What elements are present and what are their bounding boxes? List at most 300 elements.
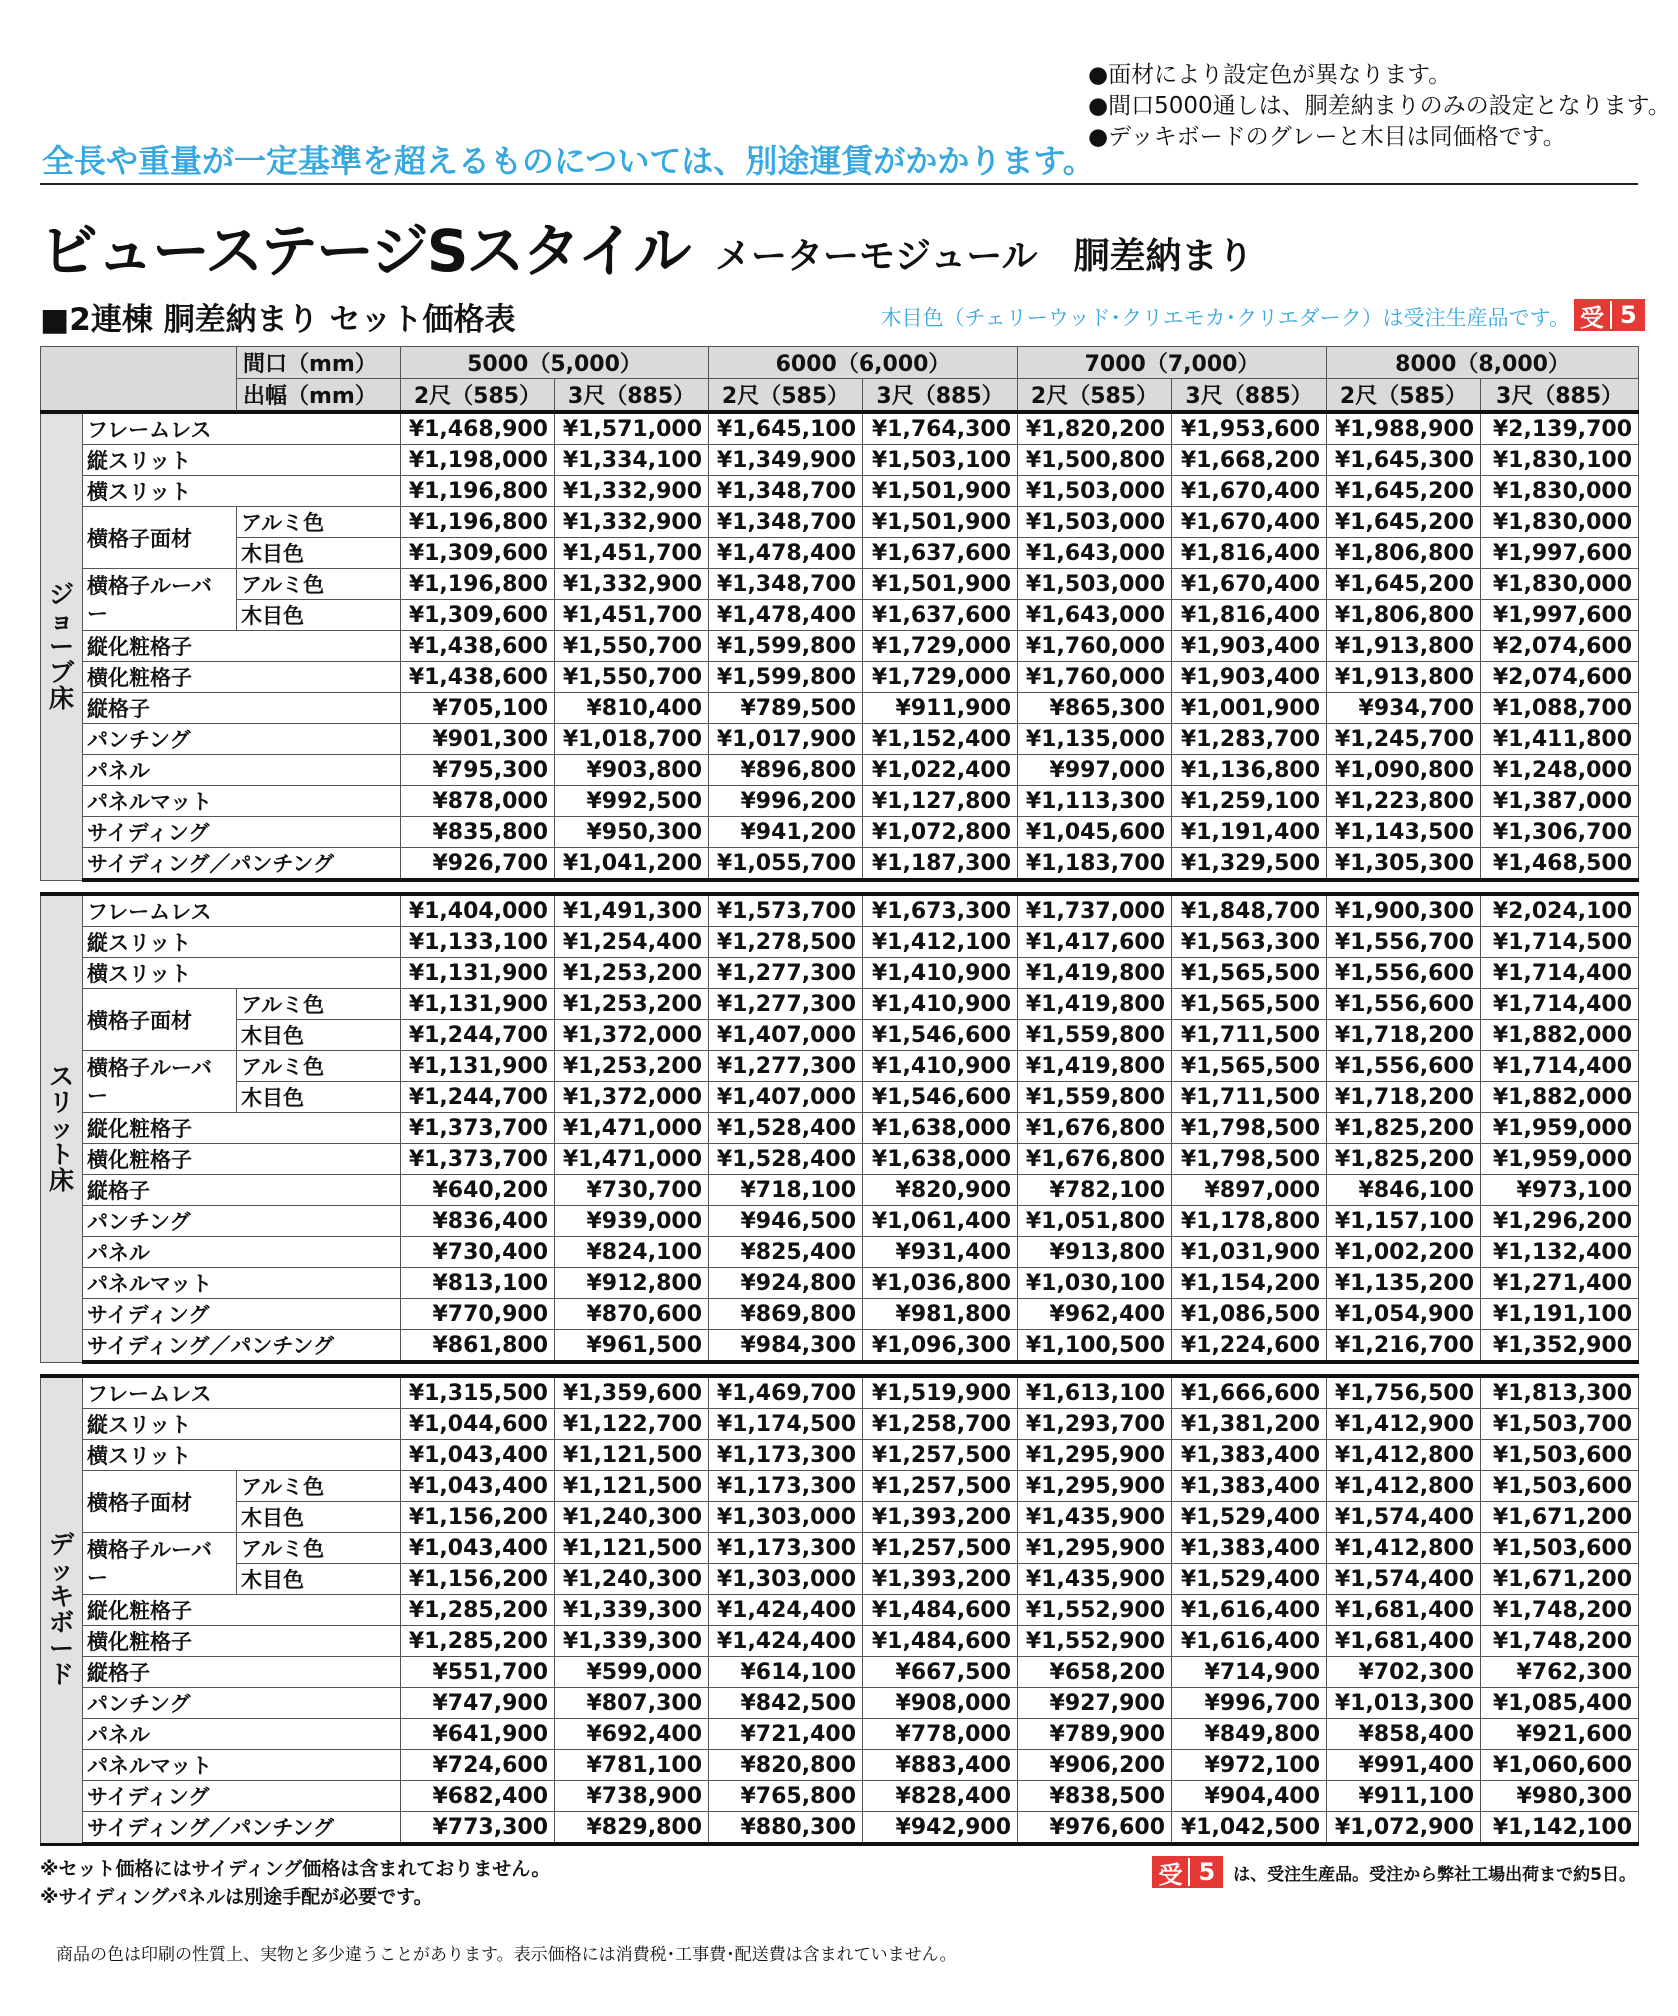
price-cell: ¥1,352,900 [1481,1330,1639,1363]
price-cell: ¥1,616,400 [1172,1626,1327,1657]
price-cell: ¥1,529,400 [1172,1564,1327,1595]
row-sublabel: 木目色 [237,1020,401,1051]
price-cell: ¥1,245,700 [1327,724,1481,755]
price-cell: ¥1,676,800 [1018,1144,1172,1175]
price-cell: ¥1,309,600 [401,600,555,631]
price-cell: ¥1,258,700 [863,1409,1018,1440]
row-label: 縦スリット [83,927,401,958]
table-row [41,507,1639,538]
price-cell: ¥724,600 [401,1750,555,1781]
price-cell: ¥927,900 [1018,1688,1172,1719]
header-depth: 2尺（585） [401,379,555,413]
price-cell: ¥1,666,600 [1172,1376,1327,1409]
price-cell: ¥1,173,300 [709,1440,863,1471]
spacer-cell [41,880,1639,894]
header-width: 5000（5,000） [401,347,709,379]
row-label: パネルマット [83,1750,401,1781]
price-cell: ¥1,113,300 [1018,786,1172,817]
price-cell: ¥702,300 [1327,1657,1481,1688]
price-cell: ¥1,571,000 [555,412,709,445]
price-cell: ¥941,200 [709,817,863,848]
price-cell: ¥1,419,800 [1018,1051,1172,1082]
price-cell: ¥1,248,000 [1481,755,1639,786]
price-cell: ¥921,600 [1481,1719,1639,1750]
price-cell: ¥1,671,200 [1481,1564,1639,1595]
price-cell: ¥1,645,200 [1327,507,1481,538]
row-sublabel: 木目色 [237,1502,401,1533]
price-cell: ¥1,484,600 [863,1595,1018,1626]
table-row [41,817,1639,848]
price-cell: ¥1,183,700 [1018,848,1172,881]
table-row [41,1471,1639,1502]
price-cell: ¥1,096,300 [863,1330,1018,1363]
price-cell: ¥1,135,200 [1327,1268,1481,1299]
price-cell: ¥1,503,000 [1018,476,1172,507]
row-sublabel: 木目色 [237,600,401,631]
row-sublabel: アルミ色 [237,1051,401,1082]
table-row [41,755,1639,786]
price-cell: ¥1,643,000 [1018,538,1172,569]
price-cell: ¥1,372,000 [555,1082,709,1113]
price-cell: ¥1,293,700 [1018,1409,1172,1440]
price-cell: ¥1,036,800 [863,1268,1018,1299]
price-cell: ¥1,121,500 [555,1471,709,1502]
price-cell: ¥1,277,300 [709,1051,863,1082]
table-row [41,786,1639,817]
header-corner [41,347,237,413]
row-sublabel: 木目色 [237,538,401,569]
price-cell: ¥1,042,500 [1172,1812,1327,1845]
price-cell: ¥908,000 [863,1688,1018,1719]
price-cell: ¥599,000 [555,1657,709,1688]
price-cell: ¥1,529,400 [1172,1502,1327,1533]
price-cell: ¥1,816,400 [1172,538,1327,569]
price-cell: ¥926,700 [401,848,555,881]
price-cell: ¥1,718,200 [1327,1020,1481,1051]
price-cell: ¥1,503,000 [1018,569,1172,600]
price-cell: ¥1,253,200 [555,958,709,989]
price-cell: ¥1,748,200 [1481,1595,1639,1626]
price-cell: ¥1,798,500 [1172,1113,1327,1144]
price-cell: ¥939,000 [555,1206,709,1237]
note-item: ● デッキボードのグレーと木目は同価格です。 [1088,122,1671,153]
price-cell: ¥1,152,400 [863,724,1018,755]
badge-kanji: 受 [1580,303,1604,332]
price-cell: ¥762,300 [1481,1657,1639,1688]
price-cell: ¥807,300 [555,1688,709,1719]
price-cell: ¥1,729,000 [863,631,1018,662]
price-cell: ¥1,061,400 [863,1206,1018,1237]
table-row [41,1299,1639,1330]
table-row [41,1051,1639,1082]
row-label: パンチング [83,724,401,755]
price-cell: ¥1,729,000 [863,662,1018,693]
price-cell: ¥1,645,100 [709,412,863,445]
made-to-order-badge [1574,299,1645,331]
footnotes [40,1855,550,1911]
price-cell: ¥1,285,200 [401,1626,555,1657]
price-cell: ¥1,086,500 [1172,1299,1327,1330]
price-cell: ¥1,848,700 [1172,894,1327,927]
price-cell: ¥1,798,500 [1172,1144,1327,1175]
price-cell: ¥1,157,100 [1327,1206,1481,1237]
price-cell: ¥1,471,000 [555,1113,709,1144]
price-cell: ¥903,800 [555,755,709,786]
price-cell: ¥1,424,400 [709,1626,863,1657]
price-cell: ¥996,200 [709,786,863,817]
table-row [41,600,1639,631]
header-depth: 3尺（885） [555,379,709,413]
price-cell: ¥1,953,600 [1172,412,1327,445]
price-cell: ¥1,295,900 [1018,1533,1172,1564]
price-cell: ¥730,400 [401,1237,555,1268]
price-cell: ¥789,900 [1018,1719,1172,1750]
row-label: 横化粧格子 [83,1144,401,1175]
price-cell: ¥1,131,900 [401,1051,555,1082]
price-cell: ¥858,400 [1327,1719,1481,1750]
price-cell: ¥1,122,700 [555,1409,709,1440]
price-cell: ¥1,030,100 [1018,1268,1172,1299]
table-row [41,569,1639,600]
price-cell: ¥1,359,600 [555,1376,709,1409]
price-cell: ¥1,088,700 [1481,693,1639,724]
header-row-depth [41,379,1639,413]
row-label: サイディング／パンチング [83,848,401,881]
price-cell: ¥1,143,500 [1327,817,1481,848]
header-depth: 2尺（585） [1018,379,1172,413]
group-label-text: ジョーブ床 [48,579,74,713]
price-cell: ¥1,645,300 [1327,445,1481,476]
price-cell: ¥1,451,700 [555,600,709,631]
price-cell: ¥1,501,900 [863,476,1018,507]
price-cell: ¥924,800 [709,1268,863,1299]
row-label: 縦化粧格子 [83,631,401,662]
price-cell: ¥901,300 [401,724,555,755]
group-label [41,412,83,880]
price-cell: ¥1,156,200 [401,1564,555,1595]
price-cell: ¥1,503,100 [863,445,1018,476]
table-row [41,1144,1639,1175]
price-cell: ¥1,043,400 [401,1471,555,1502]
price-cell: ¥810,400 [555,693,709,724]
price-cell: ¥1,045,600 [1018,817,1172,848]
price-cell: ¥1,830,000 [1481,569,1639,600]
price-cell: ¥1,673,300 [863,894,1018,927]
price-cell: ¥906,200 [1018,1750,1172,1781]
row-label: パネルマット [83,1268,401,1299]
table-row [41,693,1639,724]
price-cell: ¥1,484,600 [863,1626,1018,1657]
price-cell: ¥1,259,100 [1172,786,1327,817]
price-cell: ¥1,191,100 [1481,1299,1639,1330]
price-cell: ¥1,556,600 [1327,958,1481,989]
row-sublabel: 木目色 [237,1564,401,1595]
price-cell: ¥1,257,500 [863,1471,1018,1502]
badge-number: 5 [1610,301,1645,329]
price-cell: ¥1,156,200 [401,1502,555,1533]
price-cell: ¥1,339,300 [555,1626,709,1657]
table-row [41,538,1639,569]
price-cell: ¥1,404,000 [401,894,555,927]
price-cell: ¥1,574,400 [1327,1502,1481,1533]
price-cell: ¥1,348,700 [709,507,863,538]
price-cell: ¥1,121,500 [555,1440,709,1471]
header-width: 8000（8,000） [1327,347,1639,379]
price-cell: ¥1,240,300 [555,1502,709,1533]
price-cell: ¥551,700 [401,1657,555,1688]
price-cell: ¥1,997,600 [1481,538,1639,569]
group-spacer [41,1362,1639,1376]
price-cell: ¥991,400 [1327,1750,1481,1781]
price-cell: ¥880,300 [709,1812,863,1845]
price-cell: ¥1,013,300 [1327,1688,1481,1719]
table-row [41,1440,1639,1471]
table-row [41,1781,1639,1812]
price-cell: ¥2,139,700 [1481,412,1639,445]
price-cell: ¥718,100 [709,1175,863,1206]
price-cell: ¥838,500 [1018,1781,1172,1812]
price-cell: ¥770,900 [401,1299,555,1330]
price-cell: ¥1,468,900 [401,412,555,445]
price-cell: ¥1,519,900 [863,1376,1018,1409]
table-row [41,724,1639,755]
note-item: ● 面材により設定色が異なります。 [1088,60,1671,91]
price-cell: ¥913,800 [1018,1237,1172,1268]
row-label: サイディング／パンチング [83,1330,401,1363]
price-cell: ¥961,500 [555,1330,709,1363]
price-cell: ¥1,072,800 [863,817,1018,848]
price-cell: ¥1,756,500 [1327,1376,1481,1409]
price-cell: ¥1,017,900 [709,724,863,755]
price-cell: ¥878,000 [401,786,555,817]
price-cell: ¥1,830,100 [1481,445,1639,476]
price-cell: ¥641,900 [401,1719,555,1750]
row-sublabel: アルミ色 [237,569,401,600]
price-cell: ¥911,100 [1327,1781,1481,1812]
price-cell: ¥1,174,500 [709,1409,863,1440]
price-cell: ¥996,700 [1172,1688,1327,1719]
price-cell: ¥1,613,100 [1018,1376,1172,1409]
price-cell: ¥1,407,000 [709,1082,863,1113]
price-cell: ¥1,500,800 [1018,445,1172,476]
price-cell: ¥1,565,500 [1172,989,1327,1020]
price-cell: ¥1,711,500 [1172,1020,1327,1051]
price-cell: ¥1,645,200 [1327,476,1481,507]
price-cell: ¥1,546,600 [863,1020,1018,1051]
price-cell: ¥2,074,600 [1481,662,1639,693]
price-cell: ¥1,133,100 [401,927,555,958]
price-cell: ¥1,127,800 [863,786,1018,817]
price-cell: ¥1,348,700 [709,569,863,600]
price-cell: ¥1,760,000 [1018,662,1172,693]
price-cell: ¥813,100 [401,1268,555,1299]
table-row [41,1113,1639,1144]
row-label: サイディング [83,1781,401,1812]
price-cell: ¥1,825,200 [1327,1144,1481,1175]
price-cell: ¥1,383,400 [1172,1533,1327,1564]
price-cell: ¥1,550,700 [555,631,709,662]
price-cell: ¥795,300 [401,755,555,786]
price-cell: ¥1,573,700 [709,894,863,927]
price-cell: ¥1,670,400 [1172,569,1327,600]
price-cell: ¥1,090,800 [1327,755,1481,786]
table-row [41,894,1639,927]
price-cell: ¥1,670,400 [1172,476,1327,507]
price-cell: ¥1,349,900 [709,445,863,476]
price-cell: ¥778,000 [863,1719,1018,1750]
price-cell: ¥714,900 [1172,1657,1327,1688]
price-cell: ¥931,400 [863,1237,1018,1268]
table-row [41,1564,1639,1595]
price-cell: ¥1,085,400 [1481,1688,1639,1719]
price-cell: ¥1,468,500 [1481,848,1639,881]
price-cell: ¥2,024,100 [1481,894,1639,927]
price-cell: ¥1,959,000 [1481,1144,1639,1175]
row-sublabel: アルミ色 [237,507,401,538]
price-cell: ¥1,393,200 [863,1564,1018,1595]
row-label-text: 横格子ルーバー [87,1055,212,1108]
price-cell: ¥1,381,200 [1172,1409,1327,1440]
row-label: 横化粧格子 [83,662,401,693]
row-label-text: 横格子ルーバー [87,573,212,626]
footnote: ※サイディングパネルは別途手配が必要です。 [40,1886,433,1908]
row-label [83,1471,237,1533]
price-cell: ¥1,638,000 [863,1144,1018,1175]
price-cell: ¥1,412,100 [863,927,1018,958]
price-cell: ¥1,760,000 [1018,631,1172,662]
price-cell: ¥1,552,900 [1018,1626,1172,1657]
row-label-text: 横格子面材 [87,1490,192,1515]
row-label: 横スリット [83,476,401,507]
price-cell: ¥1,718,200 [1327,1082,1481,1113]
price-cell: ¥682,400 [401,1781,555,1812]
row-sublabel: アルミ色 [237,1533,401,1564]
price-cell: ¥1,223,800 [1327,786,1481,817]
price-cell: ¥1,714,400 [1481,1051,1639,1082]
price-cell: ¥765,800 [709,1781,863,1812]
table-row [41,1330,1639,1363]
price-cell: ¥972,100 [1172,1750,1327,1781]
row-label: フレームレス [83,412,401,445]
header-width-label: 間口（mm） [237,347,401,379]
footnote: ※セット価格にはサイディング価格は含まれておりません。 [40,1858,551,1880]
row-label [83,569,237,631]
price-cell: ¥1,637,600 [863,600,1018,631]
table-row [41,927,1639,958]
price-cell: ¥992,500 [555,786,709,817]
price-cell: ¥820,900 [863,1175,1018,1206]
row-label: パネル [83,755,401,786]
table-row [41,1502,1639,1533]
row-label: 縦化粧格子 [83,1595,401,1626]
price-cell: ¥976,600 [1018,1812,1172,1845]
price-cell: ¥829,800 [555,1812,709,1845]
price-cell: ¥1,410,900 [863,958,1018,989]
price-cell: ¥1,556,600 [1327,1051,1481,1082]
price-cell: ¥849,800 [1172,1719,1327,1750]
price-cell: ¥2,074,600 [1481,631,1639,662]
price-cell: ¥1,419,800 [1018,989,1172,1020]
price-cell: ¥1,041,200 [555,848,709,881]
price-cell: ¥1,329,500 [1172,848,1327,881]
price-cell: ¥1,556,600 [1327,989,1481,1020]
made-to-order-badge [1152,1856,1223,1888]
price-cell: ¥869,800 [709,1299,863,1330]
price-cell: ¥658,200 [1018,1657,1172,1688]
price-cell: ¥1,372,000 [555,1020,709,1051]
table-row [41,631,1639,662]
price-cell: ¥738,900 [555,1781,709,1812]
price-cell: ¥1,407,000 [709,1020,863,1051]
price-cell: ¥1,348,700 [709,476,863,507]
price-cell: ¥1,173,300 [709,1533,863,1564]
price-cell: ¥861,800 [401,1330,555,1363]
row-label: 縦格子 [83,1175,401,1206]
row-label [83,1051,237,1113]
table-row [41,412,1639,445]
price-cell: ¥1,383,400 [1172,1440,1327,1471]
table-row [41,662,1639,693]
row-label: フレームレス [83,1376,401,1409]
price-cell: ¥1,552,900 [1018,1595,1172,1626]
price-cell: ¥1,546,600 [863,1082,1018,1113]
price-cell: ¥1,417,600 [1018,927,1172,958]
price-cell: ¥1,131,900 [401,958,555,989]
price-cell: ¥747,900 [401,1688,555,1719]
row-label: パンチング [83,1206,401,1237]
price-cell: ¥1,830,000 [1481,507,1639,538]
price-cell: ¥1,574,400 [1327,1564,1481,1595]
price-table-body [41,412,1639,1844]
group-label-text: スリット床 [48,1061,74,1195]
price-cell: ¥1,373,700 [401,1144,555,1175]
price-cell: ¥1,528,400 [709,1144,863,1175]
row-label: 縦スリット [83,1409,401,1440]
price-cell: ¥1,018,700 [555,724,709,755]
row-label: 横スリット [83,958,401,989]
price-cell: ¥1,051,800 [1018,1206,1172,1237]
price-cell: ¥1,670,400 [1172,507,1327,538]
table-row [41,1688,1639,1719]
price-cell: ¥1,315,500 [401,1376,555,1409]
price-cell: ¥1,711,500 [1172,1082,1327,1113]
price-cell: ¥1,142,100 [1481,1812,1639,1845]
row-label: 縦スリット [83,445,401,476]
price-cell: ¥820,800 [709,1750,863,1781]
table-row [41,1376,1639,1409]
row-label: パネル [83,1719,401,1750]
price-cell: ¥1,671,200 [1481,1502,1639,1533]
price-cell: ¥828,400 [863,1781,1018,1812]
price-cell: ¥782,100 [1018,1175,1172,1206]
page-subtitle: メーターモジュール 胴差納まり [715,236,1254,277]
price-cell: ¥1,714,400 [1481,958,1639,989]
price-cell: ¥1,135,000 [1018,724,1172,755]
price-cell: ¥1,002,200 [1327,1237,1481,1268]
table-row [41,1533,1639,1564]
price-cell: ¥1,501,900 [863,569,1018,600]
price-cell: ¥1,132,400 [1481,1237,1639,1268]
row-label [83,1533,237,1595]
price-cell: ¥1,072,900 [1327,1812,1481,1845]
price-cell: ¥1,503,600 [1481,1440,1639,1471]
price-cell: ¥1,412,800 [1327,1440,1481,1471]
price-cell: ¥1,816,400 [1172,600,1327,631]
price-cell: ¥1,737,000 [1018,894,1172,927]
row-label: 横スリット [83,1440,401,1471]
row-label: サイディング [83,1299,401,1330]
price-cell: ¥773,300 [401,1812,555,1845]
